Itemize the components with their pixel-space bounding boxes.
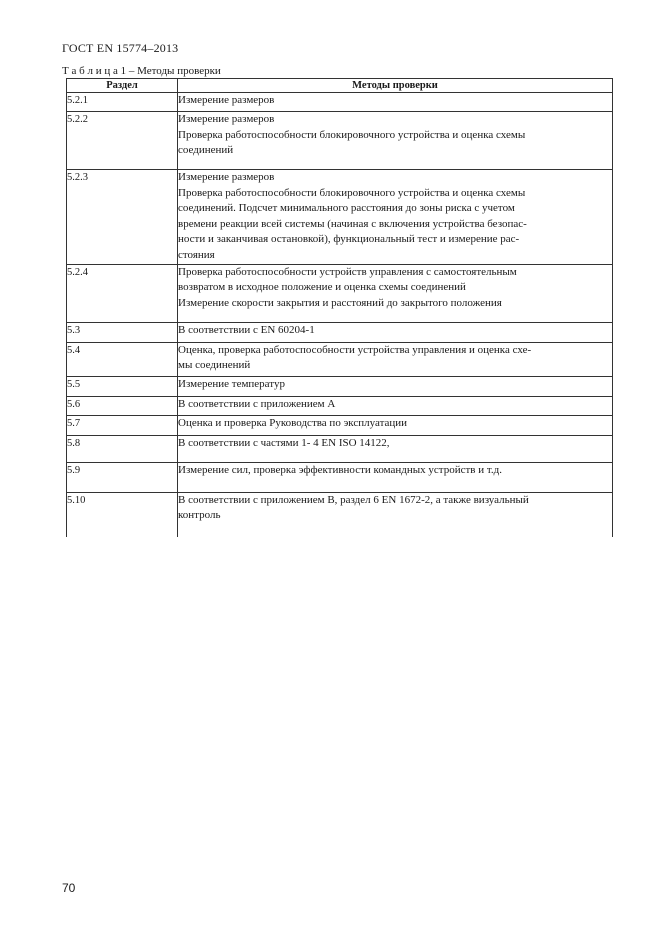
column-header-methods: Методы проверки (178, 79, 613, 93)
method-description (178, 170, 613, 265)
section-number: 5.7 (67, 415, 178, 435)
method-line: Измерение сил, проверка эффективности командных устройств и т.д. (178, 463, 502, 476)
table-row (67, 93, 613, 112)
method-line: Измерение размеров (178, 113, 275, 125)
section-number: 5.2.4 (67, 264, 178, 322)
method-line: контроль (178, 509, 221, 522)
method-description (178, 462, 613, 492)
method-line: В соответствии с приложением В, раздел 6 EN 1672-2, а также визуальный (178, 493, 529, 506)
section-number: 5.10 (67, 492, 178, 537)
section-number: 5.2.2 (67, 112, 178, 170)
method-line: В соответствии с EN 60204-1 (178, 323, 315, 336)
method-description (178, 435, 613, 462)
table-row (67, 415, 613, 435)
method-line: Измерение температур (178, 377, 285, 390)
method-line: ности и заканчивая остановкой), функциональный тест и измерение рас- (178, 233, 520, 246)
method-description (178, 264, 613, 322)
method-line: Проверка работоспособности устройств управления с самостоятельным (178, 265, 517, 278)
table-header-row (67, 79, 613, 93)
method-description (178, 376, 613, 396)
section-number: 5.5 (67, 376, 178, 396)
method-line: Проверка работоспособности блокировочного устройства и оценка схемы (178, 128, 526, 141)
section-number: 5.8 (67, 435, 178, 462)
table-row (67, 322, 613, 342)
section-number: 5.4 (67, 342, 178, 376)
table-row (67, 376, 613, 396)
method-line: Измерение размеров (178, 94, 275, 106)
section-number: 5.2.3 (67, 170, 178, 265)
method-line: Оценка, проверка работоспособности устройства управления и оценка схе- (178, 343, 532, 356)
method-line: В соответствии с приложением А (178, 397, 336, 410)
method-description (178, 396, 613, 415)
section-number: 5.3 (67, 322, 178, 342)
section-number: 5.2.1 (67, 93, 178, 112)
section-number: 5.9 (67, 462, 178, 492)
method-description (178, 112, 613, 170)
method-description (178, 93, 613, 112)
table-row (67, 492, 613, 537)
table-row (67, 396, 613, 415)
table-caption: Т а б л и ц а 1 – Методы проверки (62, 65, 221, 77)
method-line: мы соединений (178, 359, 251, 372)
method-description (178, 342, 613, 376)
method-line: соединений. Подсчет минимального расстояния до зоны риска с учетом (178, 202, 515, 215)
method-line: Измерение скорости закрытия и расстояний до закрытого положения (178, 296, 502, 309)
section-number: 5.6 (67, 396, 178, 415)
table-row (67, 264, 613, 322)
method-line: Проверка работоспособности блокировочного устройства и оценка схемы (178, 186, 526, 199)
column-header-section: Раздел (67, 79, 178, 93)
method-description (178, 322, 613, 342)
page-number: 70 (62, 881, 76, 895)
table-row (67, 342, 613, 376)
method-line: стояния (178, 248, 215, 261)
method-line: В соответствии с частями 1- 4 EN ISO 14122, (178, 436, 390, 449)
table-row (67, 435, 613, 462)
table-row (67, 462, 613, 492)
standard-header: ГОСТ EN 15774–2013 (62, 41, 179, 55)
method-line: времени реакции всей системы (начиная с включения устройства безопас- (178, 217, 527, 230)
method-line: Измерение размеров (178, 171, 275, 183)
method-description (178, 492, 613, 537)
method-description (178, 415, 613, 435)
methods-table (66, 78, 613, 537)
method-line: Оценка и проверка Руководства по эксплуатации (178, 416, 408, 429)
method-line: соединений (178, 144, 234, 157)
method-line: возвратом в исходное положение и оценка схемы соединений (178, 281, 466, 294)
table-row (67, 112, 613, 170)
table-row (67, 170, 613, 265)
